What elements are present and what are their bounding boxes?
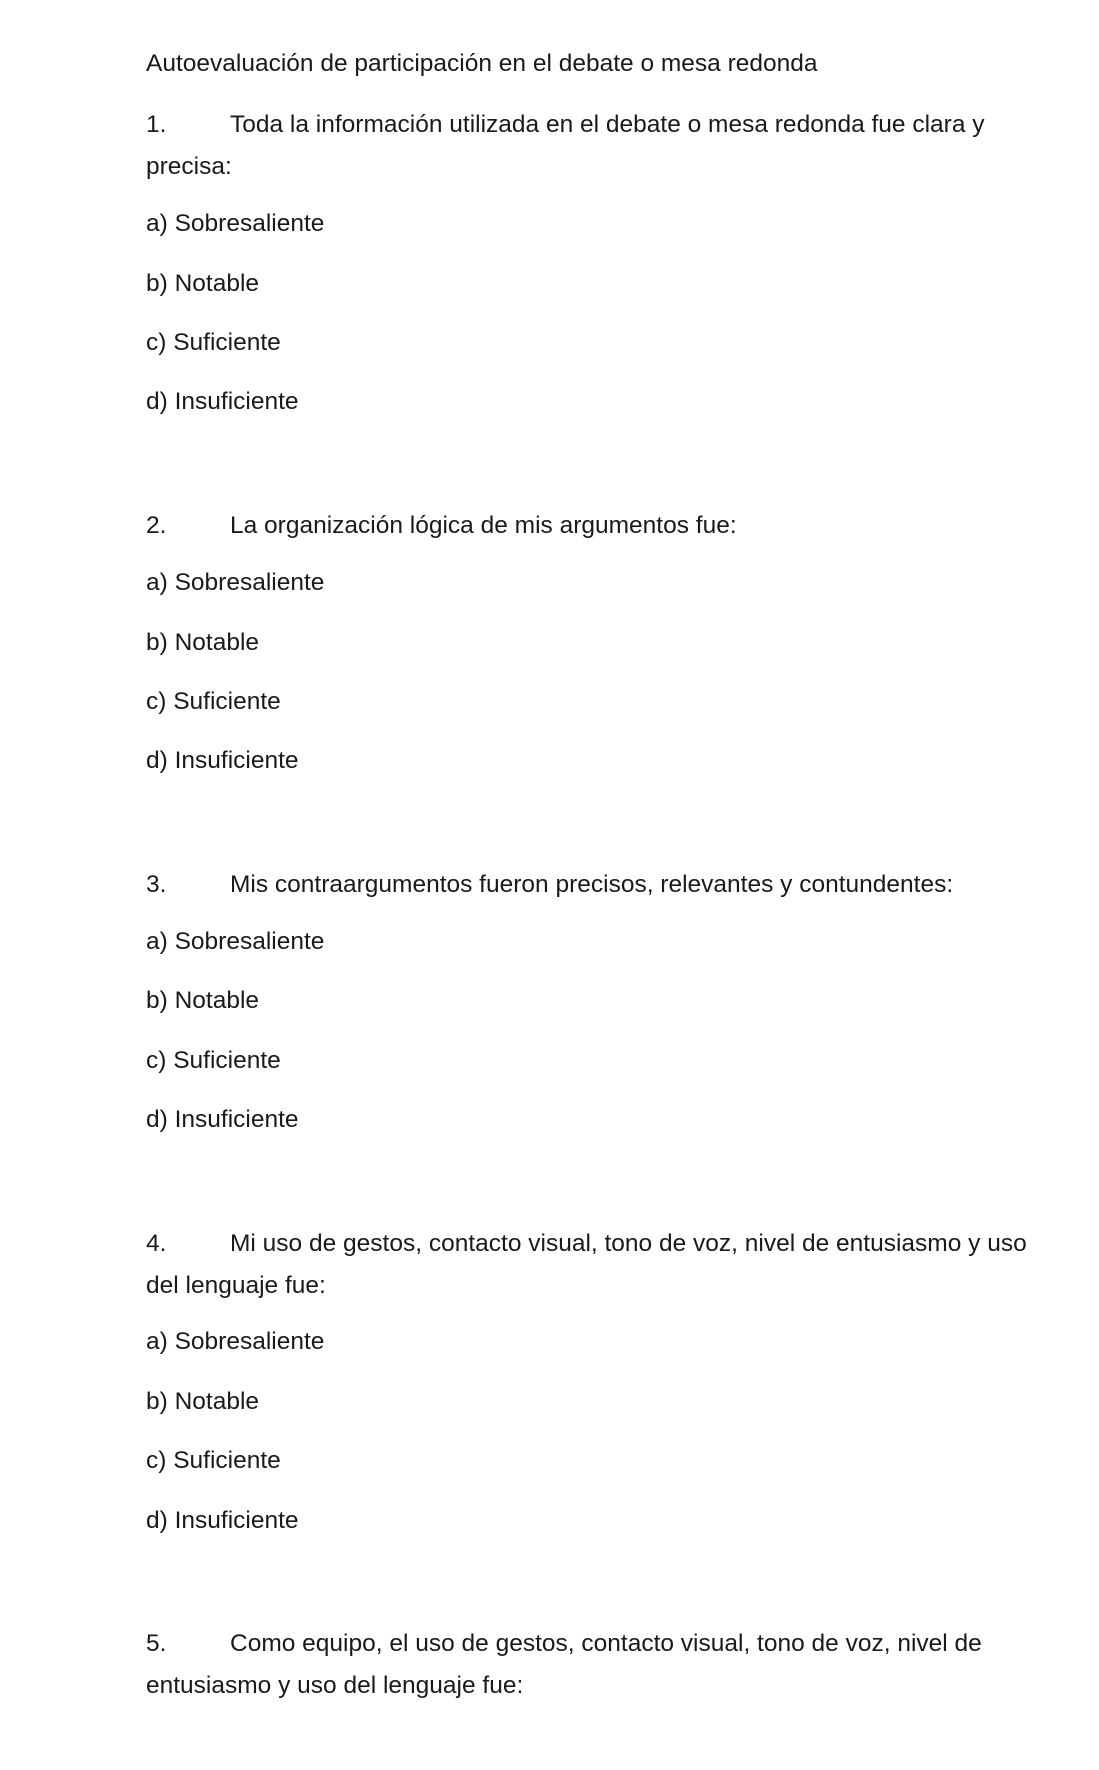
question-3-text: Mis contraargumentos fueron precisos, relevantes y contundentes: [230, 871, 954, 898]
question-3 [146, 864, 1099, 906]
question-1-option-d[interactable]: d) Insuficiente [146, 388, 299, 415]
question-4-line-1 [146, 1223, 1099, 1265]
question-2-option-a[interactable]: a) Sobresaliente [146, 569, 325, 596]
question-2-text: La organización lógica de mis argumentos fue: [230, 512, 737, 539]
question-5-text-continued: entusiasmo y uso del lenguaje fue: [146, 1672, 524, 1699]
question-4 [146, 1223, 1099, 1307]
question-5 [146, 1623, 1099, 1707]
question-3-option-a[interactable]: a) Sobresaliente [146, 928, 325, 955]
question-2-option-d[interactable]: d) Insuficiente [146, 747, 299, 774]
question-2-option-b[interactable]: b) Notable [146, 629, 260, 656]
question-5-number: 5. [146, 1630, 167, 1657]
question-1-option-c[interactable]: c) Suficiente [146, 329, 281, 356]
question-4-text-continued: del lenguaje fue: [146, 1272, 326, 1299]
question-3-option-c[interactable]: c) Suficiente [146, 1047, 281, 1074]
question-5-line-1 [146, 1623, 1099, 1665]
question-2-number: 2. [146, 512, 167, 539]
question-4-text: Mi uso de gestos, contacto visual, tono de voz, nivel de entusiasmo y uso [230, 1230, 1027, 1257]
question-1-number: 1. [146, 111, 167, 138]
question-1-option-a[interactable]: a) Sobresaliente [146, 210, 325, 237]
question-2 [146, 505, 1099, 547]
question-3-option-d[interactable]: d) Insuficiente [146, 1106, 299, 1133]
question-4-number: 4. [146, 1230, 167, 1257]
question-1-text: Toda la información utilizada en el debate o mesa redonda fue clara y [230, 111, 985, 138]
question-1-option-b[interactable]: b) Notable [146, 270, 260, 297]
question-5-text: Como equipo, el uso de gestos, contacto visual, tono de voz, nivel de [230, 1630, 982, 1657]
question-3-option-b[interactable]: b) Notable [146, 987, 260, 1014]
question-2-line-1 [146, 505, 1099, 547]
document-title: Autoevaluación de participación en el debate o mesa redonda [146, 50, 818, 77]
question-3-line-1 [146, 864, 1099, 906]
question-3-number: 3. [146, 871, 167, 898]
question-2-option-c[interactable]: c) Suficiente [146, 688, 281, 715]
question-4-option-b[interactable]: b) Notable [146, 1388, 260, 1415]
question-1 [146, 104, 1099, 188]
question-4-option-d[interactable]: d) Insuficiente [146, 1507, 299, 1534]
question-1-line-1 [146, 104, 1099, 146]
question-4-option-c[interactable]: c) Suficiente [146, 1447, 281, 1474]
question-1-text-continued: precisa: [146, 153, 232, 180]
question-4-option-a[interactable]: a) Sobresaliente [146, 1328, 325, 1355]
